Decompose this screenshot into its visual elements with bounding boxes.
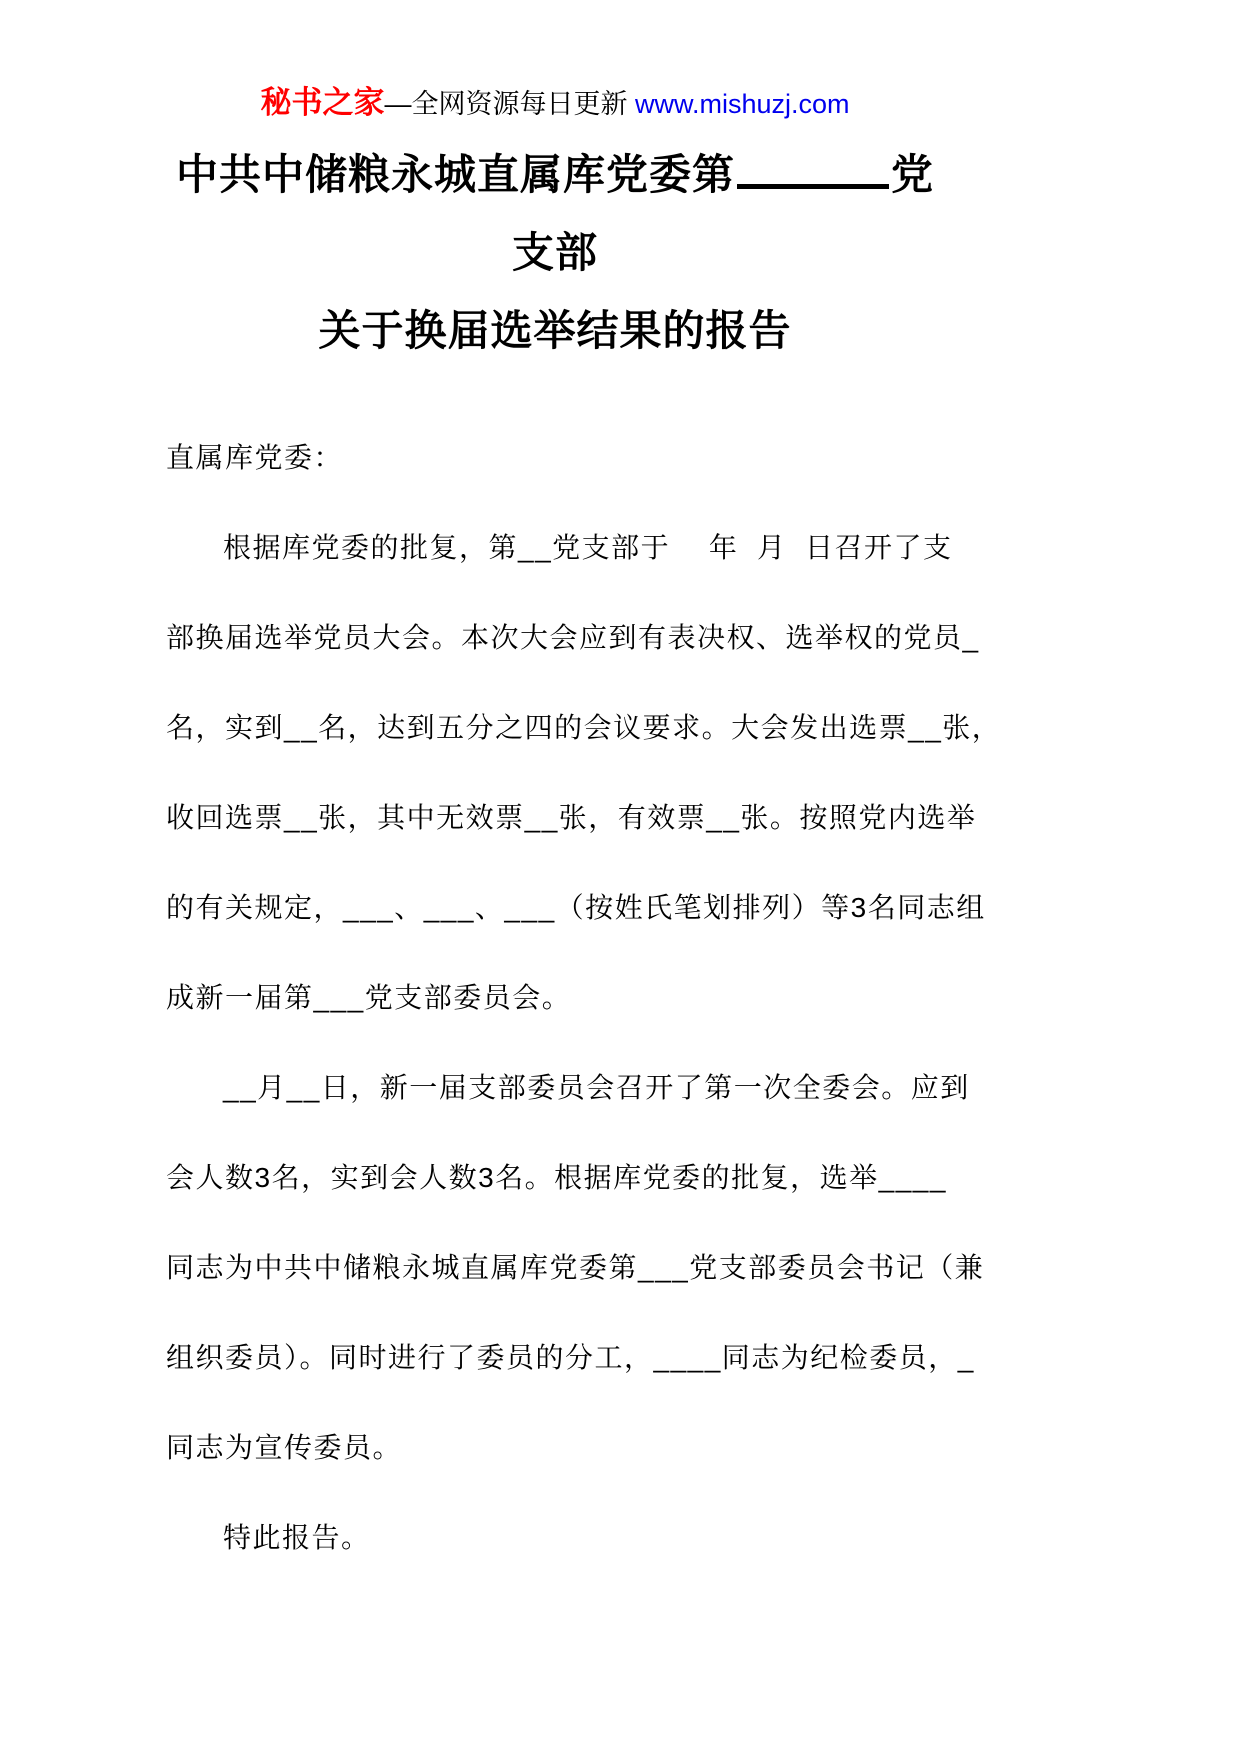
title-text-before-blank: 中共中储粮永城直属库党委第 bbox=[175, 153, 735, 199]
paragraph-line: 根据库党委的批复，第__党支部于 年 月 日召开了支 bbox=[223, 532, 953, 563]
paragraph-line: 名，实到__名，达到五分之四的会议要求。大会发出选票__张， bbox=[166, 712, 1002, 743]
paragraph-2 bbox=[166, 1043, 985, 1493]
site-brand: 秘书之家 bbox=[260, 85, 385, 120]
salutation: 直属库党委： bbox=[166, 442, 344, 473]
document-title-line2: 关于换届选举结果的报告 bbox=[318, 309, 792, 355]
paragraph-line: 组织委员）。同时进行了委员的分工，____同志为纪检委员，_ bbox=[166, 1342, 975, 1373]
document-body bbox=[166, 413, 1002, 1583]
document-content bbox=[166, 0, 1002, 1583]
title-blank-underline bbox=[737, 182, 889, 189]
paragraph-line: 部换届选举党员大会。本次大会应到有表决权、选举权的党员_ bbox=[166, 622, 980, 653]
document-title-line1 bbox=[166, 137, 944, 293]
document-title bbox=[166, 137, 944, 371]
paragraph-line: 特此报告。 bbox=[223, 1522, 371, 1553]
title-text-after-blank: 党支部 bbox=[511, 153, 935, 277]
header-dash: — bbox=[384, 89, 412, 119]
paragraph-line: 收回选票__张，其中无效票__张，有效票__张。按照党内选举 bbox=[166, 802, 977, 833]
paragraph-line: 会人数3名，实到会人数3名。根据库党委的批复，选举____ bbox=[166, 1162, 947, 1193]
header-tagline: 全网资源每日更新 bbox=[411, 89, 628, 119]
paragraph-line: 同志为宣传委员。 bbox=[166, 1432, 403, 1463]
site-header bbox=[166, 84, 944, 123]
paragraph-1 bbox=[166, 503, 1002, 1043]
paragraph-3 bbox=[166, 1493, 944, 1583]
paragraph-line: __月__日，新一届支部委员会召开了第一次全委会。应到 bbox=[223, 1072, 970, 1103]
paragraph-line: 同志为中共中储粮永城直属库党委第___党支部委员会书记（兼 bbox=[166, 1252, 985, 1283]
paragraph-line: 成新一届第___党支部委员会。 bbox=[166, 982, 572, 1013]
paragraph-line: 的有关规定，___、___、___（按姓氏笔划排列）等3名同志组 bbox=[166, 892, 986, 923]
site-url-link[interactable]: www.mishuzj.com bbox=[634, 89, 850, 119]
